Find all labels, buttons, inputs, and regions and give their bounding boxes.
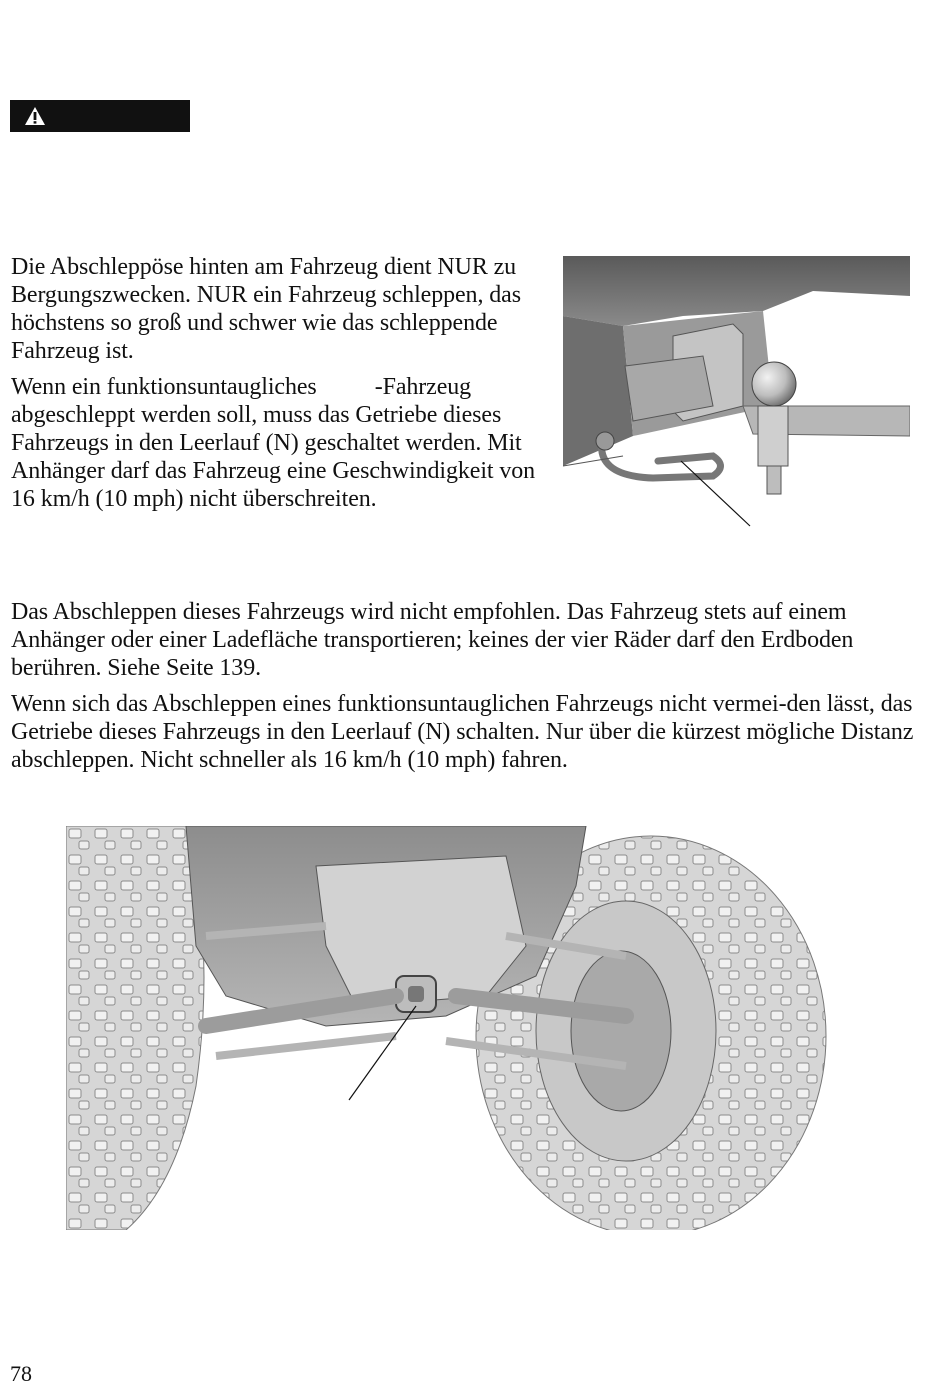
paragraph-towing-not-recommended: Das Abschleppen dieses Fahrzeugs wird nicht empfohlen. Das Fahrzeug stets auf einem Anhänger oder einer Ladefläche transportieren; keines der vier Räder darf den Erdboden berühren. Siehe Seite 139. xyxy=(11,599,854,681)
figure-rear-underside-illustration xyxy=(66,826,848,1230)
paragraph-towing-neutral-start: Wenn ein funktionsuntaugliches xyxy=(11,374,317,400)
paragraph-towing-neutral-rest: -Fahrzeug abgeschleppt werden soll, muss das Getriebe dieses Fahrzeugs in den Leerlauf (N) geschaltet werden. Mit Anhänger darf das Fahrzeug eine Geschwindigkeit von 16 km/h (10 mph) nicht überschreiten. xyxy=(11,374,536,512)
figure-rear-hitch-illustration xyxy=(563,256,910,528)
paragraph-towing-neutral xyxy=(11,373,551,513)
paragraph-towing-procedure: Wenn sich das Abschleppen eines funktionsuntauglichen Fahrzeugs nicht vermei-den lässt, das Getriebe dieses Fahrzeugs in den Leerlauf (N) schalten. Nur über die kürzest mögliche Distanz abschleppen. Nicht schneller als 16 km/h (10 mph) fahren. xyxy=(11,691,914,773)
warning-triangle-icon xyxy=(24,106,46,126)
warning-banner xyxy=(10,100,190,132)
page-number: 78 xyxy=(10,1361,32,1386)
paragraph-recovery-hook: Die Abschleppöse hinten am Fahrzeug dient NUR zu Bergungszwecken. NUR ein Fahrzeug schleppen, das höchstens so groß und schwer wie das schleppende Fahrzeug ist. xyxy=(11,254,521,364)
